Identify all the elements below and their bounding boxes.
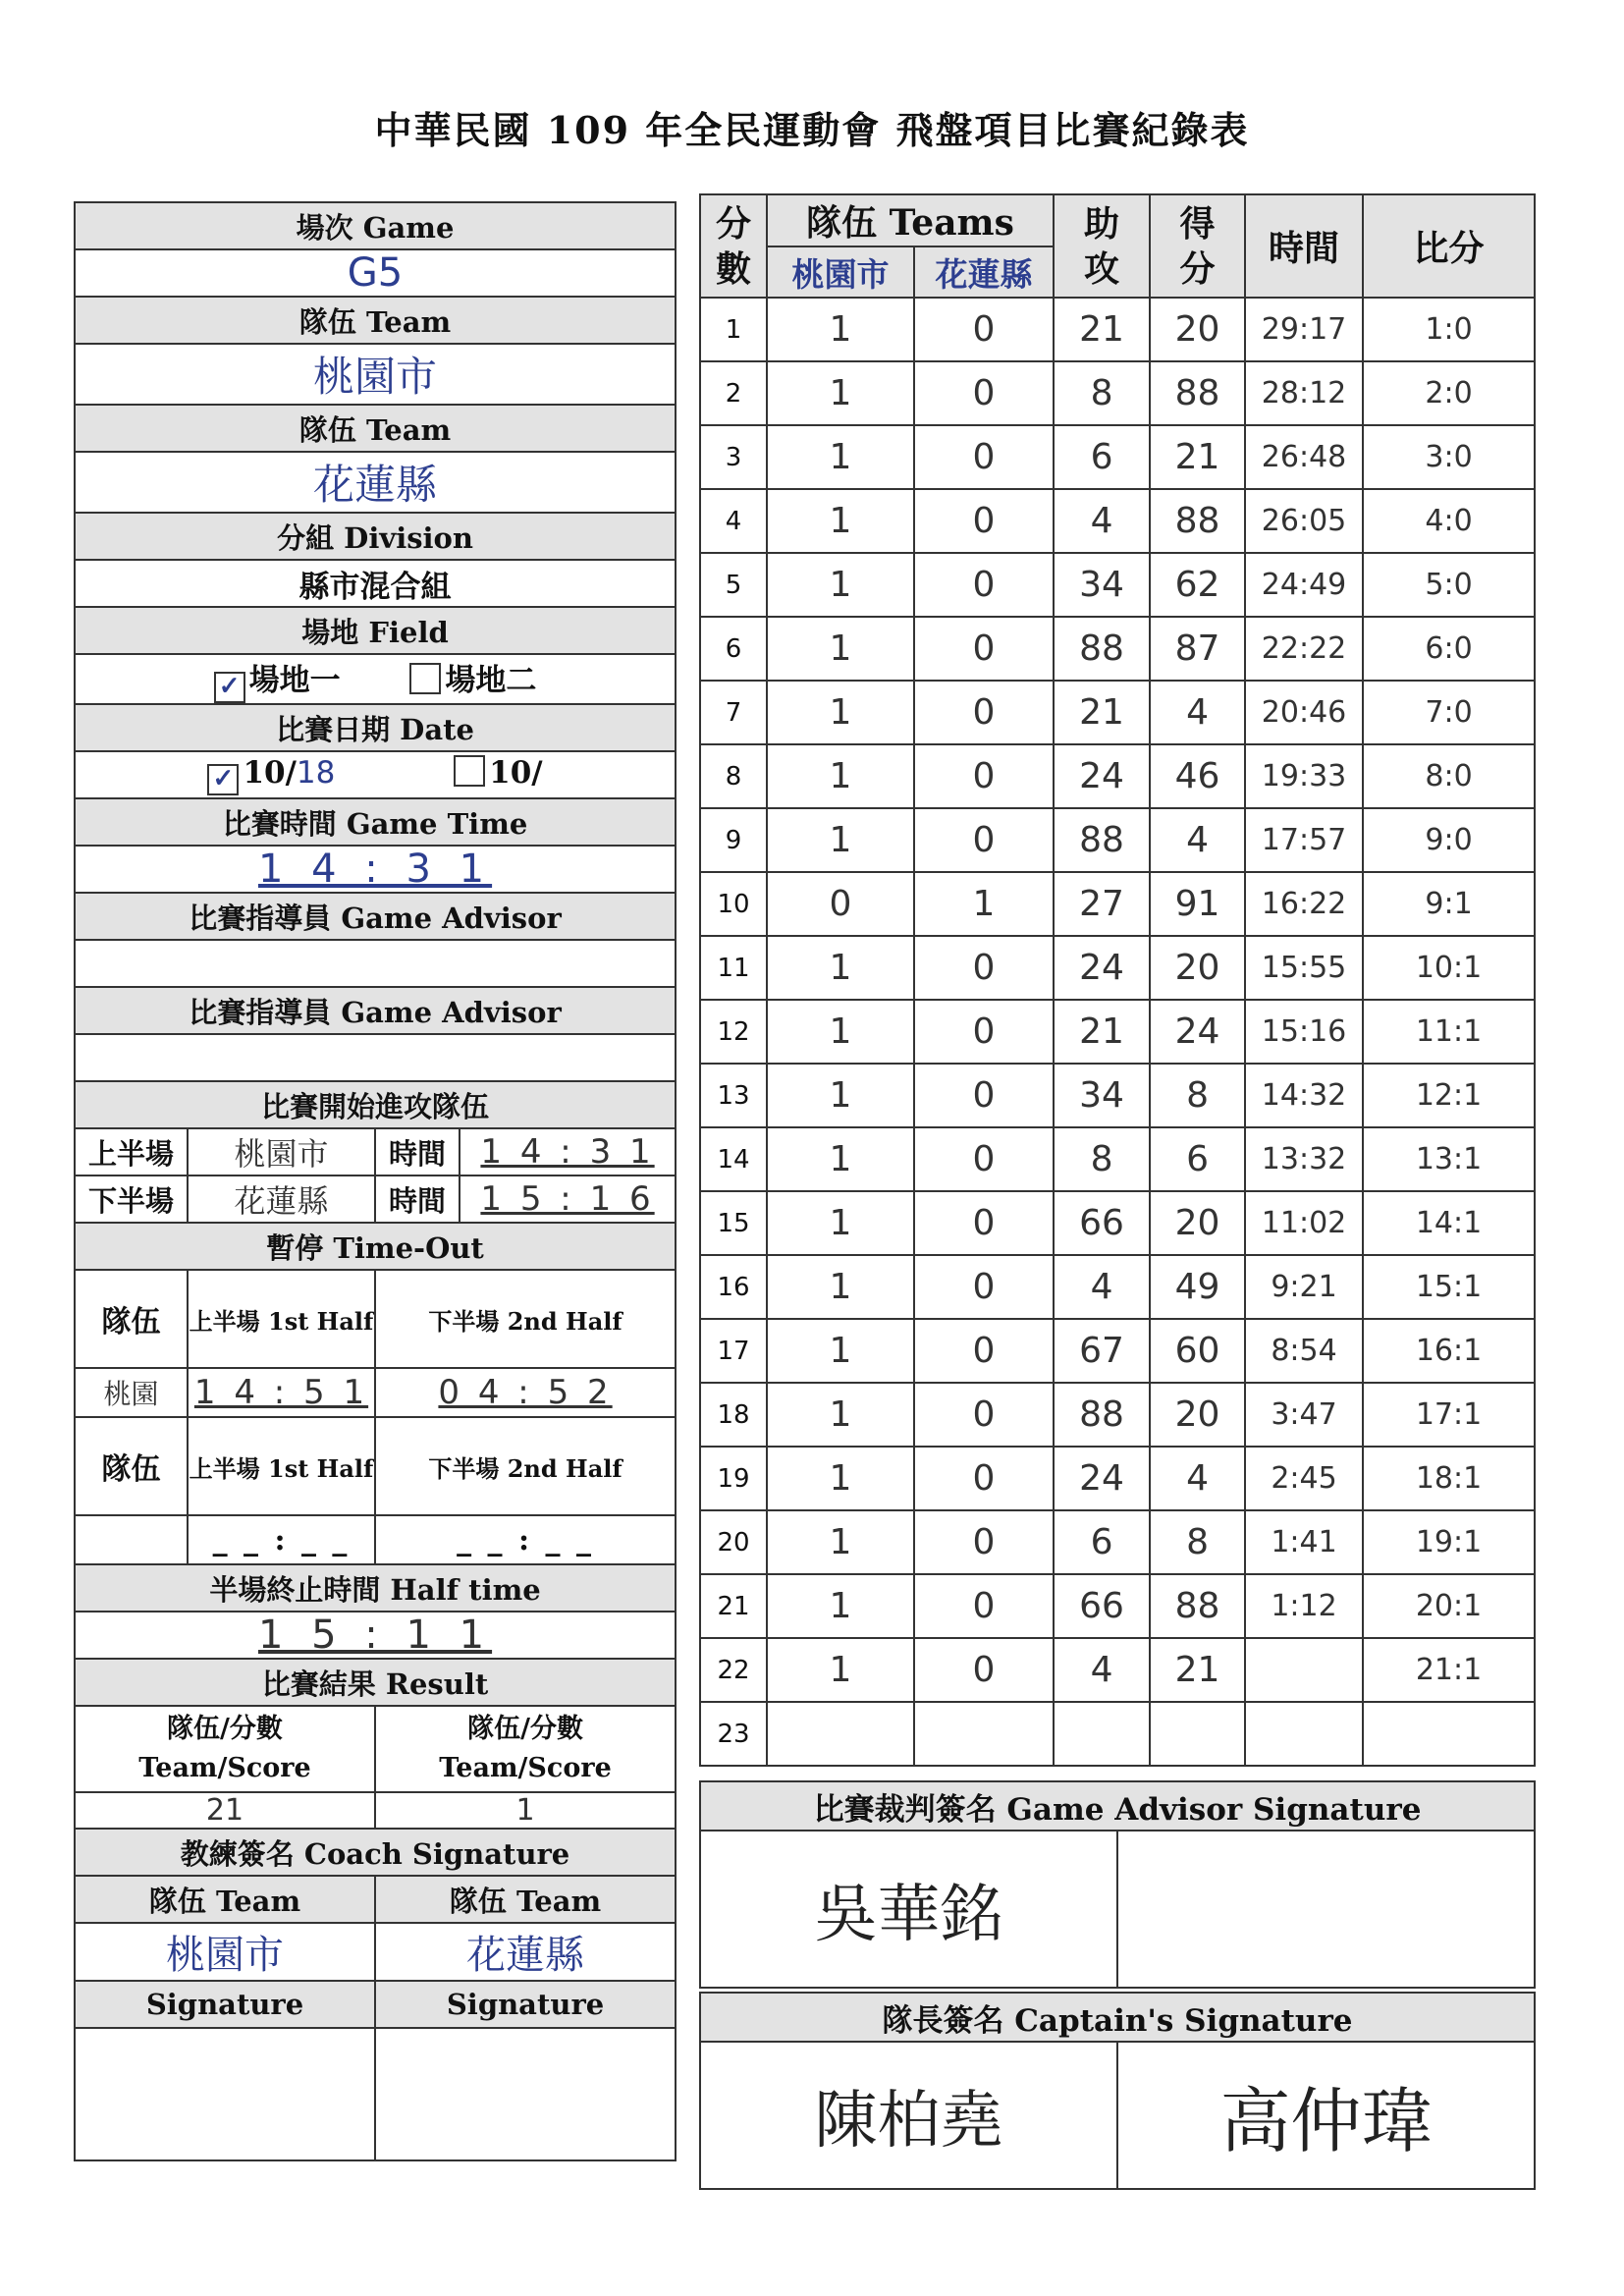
ratio[interactable]: 1:0 — [1363, 298, 1535, 361]
timeout-second-half-label-1: 下半場 2nd Half — [375, 1270, 676, 1368]
team2-point[interactable]: 0 — [914, 489, 1054, 553]
time[interactable]: 2:45 — [1245, 1447, 1363, 1510]
halftime-value[interactable]: 1 5 : 1 1 — [75, 1612, 676, 1659]
assist[interactable]: 88 — [1054, 1383, 1150, 1447]
ratio[interactable]: 5:0 — [1363, 553, 1535, 617]
score2-label-cn: 隊伍/分數 — [467, 1714, 583, 1744]
score1-value[interactable]: 21 — [75, 1792, 375, 1829]
ratio[interactable]: 3:0 — [1363, 425, 1535, 489]
row-number: 5 — [700, 553, 767, 617]
time[interactable]: 9:21 — [1245, 1255, 1363, 1319]
game-label: 場次 Game — [75, 202, 676, 249]
second-half-time[interactable]: 1 5 : 1 6 — [460, 1175, 676, 1223]
halftime-label: 半場終止時間 Half time — [75, 1564, 676, 1612]
time[interactable]: 13:32 — [1245, 1127, 1363, 1191]
team1-point[interactable]: 1 — [767, 1255, 914, 1319]
advisor-value-2[interactable] — [75, 1034, 676, 1081]
date2-option[interactable]: 10/ — [454, 755, 542, 791]
team1-point[interactable]: 0 — [767, 872, 914, 936]
scorer[interactable]: 8 — [1150, 1064, 1245, 1127]
row-number: 19 — [700, 1447, 767, 1510]
scorer[interactable]: 60 — [1150, 1319, 1245, 1383]
field1-checkbox[interactable]: ✓ — [214, 672, 245, 703]
time[interactable]: 15:16 — [1245, 1000, 1363, 1064]
team2-point[interactable]: 0 — [914, 744, 1054, 808]
coach-signature-label-2: Signature — [375, 1981, 676, 2028]
score-row — [700, 1638, 1535, 1702]
advisor-label-2: 比賽指導員 Game Advisor — [75, 987, 676, 1034]
assist[interactable]: 4 — [1054, 1638, 1150, 1702]
time[interactable]: 22:22 — [1245, 617, 1363, 681]
team2-point[interactable]: 0 — [914, 1319, 1054, 1383]
scorer[interactable]: 20 — [1150, 1383, 1245, 1447]
scorer[interactable]: 88 — [1150, 489, 1245, 553]
assist[interactable]: 24 — [1054, 936, 1150, 1000]
timeout-second-half-label-2: 下半場 2nd Half — [375, 1417, 676, 1515]
scorer[interactable]: 49 — [1150, 1255, 1245, 1319]
row-number: 8 — [700, 744, 767, 808]
result-label: 比賽結果 Result — [75, 1659, 676, 1706]
scorer[interactable]: 8 — [1150, 1510, 1245, 1574]
scorer[interactable]: 62 — [1150, 553, 1245, 617]
coach-label: 教練簽名 Coach Signature — [75, 1829, 676, 1876]
header-ratio: 比分 — [1363, 194, 1535, 298]
timeout-first-half-label-1: 上半場 1st Half — [188, 1270, 375, 1368]
assist[interactable]: 66 — [1054, 1191, 1150, 1255]
assist[interactable]: 24 — [1054, 744, 1150, 808]
timeout-first-half-label-2: 上半場 1st Half — [188, 1417, 375, 1515]
team1-point[interactable]: 1 — [767, 936, 914, 1000]
scorer[interactable]: 4 — [1150, 681, 1245, 744]
score-row — [700, 361, 1535, 425]
time[interactable]: 15:55 — [1245, 936, 1363, 1000]
gametime-value[interactable]: 1 4 : 3 1 — [75, 846, 676, 893]
score-row — [700, 553, 1535, 617]
row-number: 10 — [700, 872, 767, 936]
date1-day[interactable]: 18 — [296, 754, 336, 791]
second-half-label: 下半場 — [75, 1175, 188, 1223]
timeout-team-label-1: 隊伍 — [75, 1270, 188, 1368]
timeout-team1[interactable]: 桃園 — [75, 1368, 188, 1417]
assist[interactable]: 21 — [1054, 681, 1150, 744]
row-number: 15 — [700, 1191, 767, 1255]
ratio[interactable]: 2:0 — [1363, 361, 1535, 425]
scorer[interactable]: 87 — [1150, 617, 1245, 681]
time[interactable]: 28:12 — [1245, 361, 1363, 425]
row-number: 1 — [700, 298, 767, 361]
row-number: 2 — [700, 361, 767, 425]
scorer[interactable]: 20 — [1150, 1191, 1245, 1255]
team2-point[interactable]: 0 — [914, 808, 1054, 872]
row-number: 13 — [700, 1064, 767, 1127]
score1-label-cn: 隊伍/分數 — [167, 1714, 283, 1744]
captain-signature-label: 隊長簽名 Captain's Signature — [700, 1993, 1535, 2042]
scorer[interactable]: 88 — [1150, 361, 1245, 425]
assist[interactable]: 4 — [1054, 1255, 1150, 1319]
coach-team-label-1: 隊伍 Team — [75, 1876, 375, 1923]
team2-value[interactable]: 花蓮縣 — [75, 452, 676, 513]
ratio[interactable]: 18:1 — [1363, 1447, 1535, 1510]
assist[interactable]: 21 — [1054, 1000, 1150, 1064]
time[interactable]: 19:33 — [1245, 744, 1363, 808]
team2-point[interactable]: 0 — [914, 681, 1054, 744]
ratio[interactable]: 7:0 — [1363, 681, 1535, 744]
header-assist-bottom: 攻 — [1084, 247, 1120, 290]
ratio[interactable]: 9:0 — [1363, 808, 1535, 872]
advisor-label-1: 比賽指導員 Game Advisor — [75, 893, 676, 940]
score-row — [700, 936, 1535, 1000]
team1-point[interactable]: 1 — [767, 1127, 914, 1191]
scorer[interactable]: 21 — [1150, 425, 1245, 489]
team2-point[interactable]: 0 — [914, 1447, 1054, 1510]
row-number: 14 — [700, 1127, 767, 1191]
row-number: 6 — [700, 617, 767, 681]
score-row — [700, 1255, 1535, 1319]
captain-signature-1[interactable]: 陳柏堯 — [700, 2042, 1117, 2189]
team1-point[interactable]: 1 — [767, 553, 914, 617]
timeout-team1-second[interactable]: 0 4 : 5 2 — [375, 1368, 676, 1417]
advisor-value-1[interactable] — [75, 940, 676, 987]
team1-point[interactable]: 1 — [767, 361, 914, 425]
scorer[interactable]: 88 — [1150, 1574, 1245, 1638]
timeout-team2-second[interactable]: _ _ : _ _ — [375, 1515, 676, 1564]
date1-option[interactable]: ✓ 10/18 — [207, 755, 335, 791]
ratio[interactable]: 10:1 — [1363, 936, 1535, 1000]
score2-value[interactable]: 1 — [375, 1792, 676, 1829]
score-row — [700, 1510, 1535, 1574]
coach-signature-label-1: Signature — [75, 1981, 375, 2028]
team1-point[interactable]: 1 — [767, 617, 914, 681]
team1-value[interactable]: 桃園市 — [75, 344, 676, 405]
score-row — [700, 1383, 1535, 1447]
division-value: 縣市混合組 — [75, 560, 676, 607]
header-num-bottom: 數 — [715, 247, 751, 290]
page-title: 中華民國 109 年全民運動會 飛盤項目比賽紀錄表 — [374, 108, 1250, 152]
ratio[interactable]: 15:1 — [1363, 1255, 1535, 1319]
row-number: 12 — [700, 1000, 767, 1064]
assist[interactable]: 6 — [1054, 1510, 1150, 1574]
field2-option[interactable]: 場地二 — [409, 663, 536, 698]
date1-checkbox[interactable]: ✓ — [207, 764, 239, 795]
score-row — [700, 1574, 1535, 1638]
time[interactable]: 29:17 — [1245, 298, 1363, 361]
ratio[interactable]: 9:1 — [1363, 872, 1535, 936]
date-label: 比賽日期 Date — [75, 704, 676, 751]
ratio[interactable]: 16:1 — [1363, 1319, 1535, 1383]
row-number: 18 — [700, 1383, 767, 1447]
team2-point[interactable]: 0 — [914, 1191, 1054, 1255]
team1-point[interactable] — [767, 1702, 914, 1766]
coach-team2[interactable]: 花蓮縣 — [375, 1923, 676, 1981]
header-score-bottom: 分 — [1179, 247, 1216, 290]
team1-point[interactable]: 1 — [767, 425, 914, 489]
row-number: 11 — [700, 936, 767, 1000]
team1-point[interactable]: 1 — [767, 1383, 914, 1447]
score-row — [700, 1702, 1535, 1766]
score1-label-en: Team/Score — [138, 1753, 311, 1783]
timeout-team1-first[interactable]: 1 4 : 5 1 — [188, 1368, 375, 1417]
first-half-time[interactable]: 1 4 : 3 1 — [460, 1128, 676, 1175]
time[interactable]: 24:49 — [1245, 553, 1363, 617]
coach-team-label-2: 隊伍 Team — [375, 1876, 676, 1923]
row-number: 21 — [700, 1574, 767, 1638]
time[interactable]: 20:46 — [1245, 681, 1363, 744]
score-row — [700, 808, 1535, 872]
row-number: 3 — [700, 425, 767, 489]
team2-point[interactable]: 0 — [914, 1510, 1054, 1574]
team2-point[interactable]: 0 — [914, 936, 1054, 1000]
field-label: 場地 Field — [75, 607, 676, 654]
ratio[interactable]: 6:0 — [1363, 617, 1535, 681]
time[interactable]: 16:22 — [1245, 872, 1363, 936]
header-time: 時間 — [1245, 194, 1363, 298]
scorer[interactable]: 46 — [1150, 744, 1245, 808]
second-half-team[interactable]: 花蓮縣 — [188, 1175, 375, 1223]
time[interactable] — [1245, 1638, 1363, 1702]
field1-option[interactable]: ✓ 場地一 — [214, 663, 341, 698]
assist[interactable]: 67 — [1054, 1319, 1150, 1383]
first-half-label: 上半場 — [75, 1128, 188, 1175]
gametime-label: 比賽時間 Game Time — [75, 798, 676, 846]
scorer[interactable]: 20 — [1150, 298, 1245, 361]
team2-point[interactable]: 0 — [914, 298, 1054, 361]
score-table — [699, 193, 1536, 1767]
team1-point[interactable]: 1 — [767, 1064, 914, 1127]
ratio[interactable]: 21:1 — [1363, 1638, 1535, 1702]
scorer[interactable]: 4 — [1150, 808, 1245, 872]
team1-point[interactable]: 1 — [767, 1191, 914, 1255]
scorer[interactable]: 20 — [1150, 936, 1245, 1000]
row-number: 20 — [700, 1510, 767, 1574]
score-row — [700, 425, 1535, 489]
second-half-time-label: 時間 — [375, 1175, 460, 1223]
time[interactable]: 17:57 — [1245, 808, 1363, 872]
time[interactable]: 26:05 — [1245, 489, 1363, 553]
assist[interactable]: 88 — [1054, 808, 1150, 872]
header-score-top: 得 — [1179, 202, 1216, 245]
assist[interactable]: 8 — [1054, 1127, 1150, 1191]
ratio[interactable]: 8:0 — [1363, 744, 1535, 808]
header-team2: 花蓮縣 — [914, 246, 1054, 298]
score-row — [700, 489, 1535, 553]
ratio[interactable]: 19:1 — [1363, 1510, 1535, 1574]
score-row — [700, 1319, 1535, 1383]
team1-point[interactable]: 1 — [767, 1638, 914, 1702]
timeout-team2-first[interactable]: _ _ : _ _ — [188, 1515, 375, 1564]
score-row — [700, 617, 1535, 681]
ratio[interactable]: 14:1 — [1363, 1191, 1535, 1255]
score-row — [700, 298, 1535, 361]
time[interactable]: 1:41 — [1245, 1510, 1363, 1574]
header-teams: 隊伍 Teams — [767, 194, 1054, 246]
game-info-table — [74, 201, 677, 2161]
team1-point[interactable]: 1 — [767, 1319, 914, 1383]
timeout-team-label-2: 隊伍 — [75, 1417, 188, 1515]
team1-point[interactable]: 1 — [767, 489, 914, 553]
team2-point[interactable]: 0 — [914, 361, 1054, 425]
assist[interactable]: 88 — [1054, 617, 1150, 681]
assist[interactable]: 24 — [1054, 1447, 1150, 1510]
score-row — [700, 1191, 1535, 1255]
score2-label-en: Team/Score — [439, 1753, 612, 1783]
team-label-2: 隊伍 Team — [75, 405, 676, 452]
score-row — [700, 1447, 1535, 1510]
assist[interactable]: 34 — [1054, 1064, 1150, 1127]
team1-point[interactable]: 1 — [767, 1574, 914, 1638]
score-row — [700, 744, 1535, 808]
score-row — [700, 681, 1535, 744]
division-label: 分組 Division — [75, 513, 676, 560]
team1-point[interactable]: 1 — [767, 298, 914, 361]
ratio[interactable]: 12:1 — [1363, 1064, 1535, 1127]
captain-signature-2[interactable]: 高仲瑋 — [1117, 2042, 1535, 2189]
advisor-signature-1[interactable]: 吳華銘 — [700, 1831, 1117, 1988]
team2-point[interactable]: 0 — [914, 1574, 1054, 1638]
row-number: 22 — [700, 1638, 767, 1702]
team2-point[interactable]: 0 — [914, 1064, 1054, 1127]
team1-point[interactable]: 1 — [767, 681, 914, 744]
scorer[interactable]: 21 — [1150, 1638, 1245, 1702]
assist[interactable]: 6 — [1054, 425, 1150, 489]
header-team1: 桃園市 — [767, 246, 914, 298]
coach-signature-1[interactable] — [75, 2028, 375, 2160]
team1-point[interactable]: 1 — [767, 1447, 914, 1510]
captain-signature-table — [699, 1992, 1536, 2190]
team-label-1: 隊伍 Team — [75, 297, 676, 344]
assist[interactable]: 27 — [1054, 872, 1150, 936]
row-number: 23 — [700, 1702, 767, 1766]
ratio[interactable]: 20:1 — [1363, 1574, 1535, 1638]
advisor-signature-table — [699, 1780, 1536, 1989]
scorer[interactable]: 91 — [1150, 872, 1245, 936]
team2-point[interactable]: 0 — [914, 1127, 1054, 1191]
first-half-time-label: 時間 — [375, 1128, 460, 1175]
row-number: 17 — [700, 1319, 767, 1383]
team1-point[interactable]: 1 — [767, 744, 914, 808]
coach-team1[interactable]: 桃園市 — [75, 1923, 375, 1981]
advisor-signature-2[interactable] — [1117, 1831, 1535, 1988]
advisor-signature-label: 比賽裁判簽名 Game Advisor Signature — [700, 1781, 1535, 1831]
ratio[interactable] — [1363, 1702, 1535, 1766]
assist[interactable] — [1054, 1702, 1150, 1766]
date2-checkbox[interactable] — [454, 755, 485, 787]
scorer[interactable]: 6 — [1150, 1127, 1245, 1191]
team2-point[interactable]: 0 — [914, 1000, 1054, 1064]
time[interactable]: 11:02 — [1245, 1191, 1363, 1255]
row-number: 16 — [700, 1255, 767, 1319]
ratio[interactable]: 17:1 — [1363, 1383, 1535, 1447]
assist[interactable]: 8 — [1054, 361, 1150, 425]
team1-point[interactable]: 1 — [767, 1510, 914, 1574]
header-assist-top: 助 — [1084, 202, 1120, 245]
time[interactable]: 3:47 — [1245, 1383, 1363, 1447]
coach-signature-2[interactable] — [375, 2028, 676, 2160]
team2-point[interactable]: 0 — [914, 1383, 1054, 1447]
time[interactable]: 14:32 — [1245, 1064, 1363, 1127]
row-number: 9 — [700, 808, 767, 872]
score-row — [700, 872, 1535, 936]
timeout-team2[interactable] — [75, 1515, 188, 1564]
time[interactable]: 8:54 — [1245, 1319, 1363, 1383]
game-value[interactable]: G5 — [75, 249, 676, 297]
team2-point[interactable]: 0 — [914, 617, 1054, 681]
score-row — [700, 1000, 1535, 1064]
row-number: 4 — [700, 489, 767, 553]
time[interactable]: 1:12 — [1245, 1574, 1363, 1638]
timeout-label: 暫停 Time-Out — [75, 1223, 676, 1270]
assist[interactable]: 21 — [1054, 298, 1150, 361]
offense-label: 比賽開始進攻隊伍 — [75, 1081, 676, 1128]
scorer[interactable]: 4 — [1150, 1447, 1245, 1510]
time[interactable]: 26:48 — [1245, 425, 1363, 489]
team2-point[interactable]: 0 — [914, 425, 1054, 489]
assist[interactable]: 66 — [1054, 1574, 1150, 1638]
team2-point[interactable] — [914, 1702, 1054, 1766]
assist[interactable]: 4 — [1054, 489, 1150, 553]
team1-point[interactable]: 1 — [767, 1000, 914, 1064]
team2-point[interactable]: 1 — [914, 872, 1054, 936]
row-number: 7 — [700, 681, 767, 744]
field2-checkbox[interactable] — [409, 663, 441, 694]
ratio[interactable]: 13:1 — [1363, 1127, 1535, 1191]
score-row — [700, 1064, 1535, 1127]
scorer[interactable] — [1150, 1702, 1245, 1766]
header-num-top: 分 — [715, 202, 751, 245]
team1-point[interactable]: 1 — [767, 808, 914, 872]
first-half-team[interactable]: 桃園市 — [188, 1128, 375, 1175]
ratio[interactable]: 11:1 — [1363, 1000, 1535, 1064]
score-row — [700, 1127, 1535, 1191]
team2-point[interactable]: 0 — [914, 1255, 1054, 1319]
team2-point[interactable]: 0 — [914, 1638, 1054, 1702]
time[interactable] — [1245, 1702, 1363, 1766]
scorer[interactable]: 24 — [1150, 1000, 1245, 1064]
assist[interactable]: 34 — [1054, 553, 1150, 617]
team2-point[interactable]: 0 — [914, 553, 1054, 617]
ratio[interactable]: 4:0 — [1363, 489, 1535, 553]
